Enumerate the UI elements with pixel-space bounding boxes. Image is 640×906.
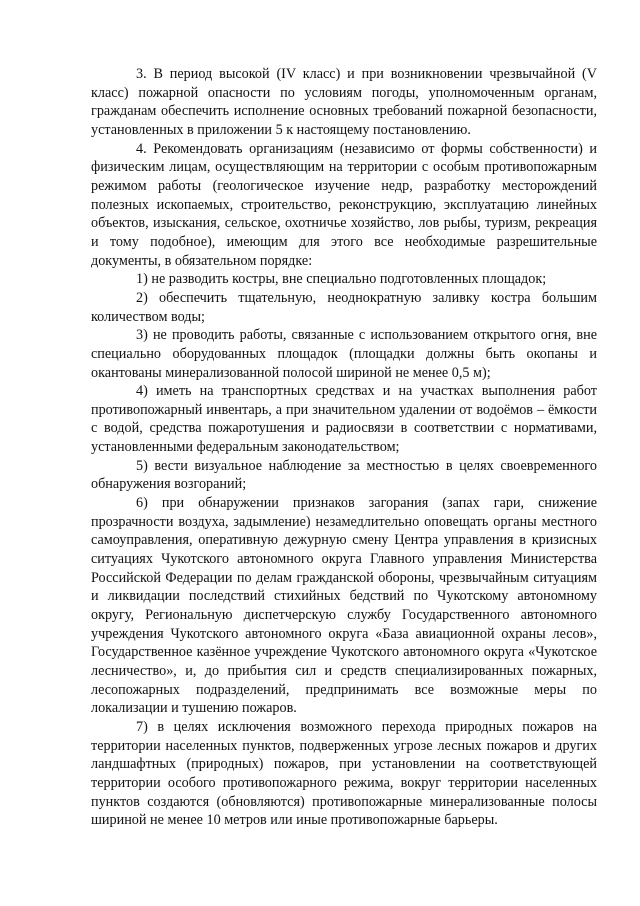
list-item-5: 5) вести визуальное наблюдение за местностью в целях своевременного обнаружения возгораний; bbox=[91, 457, 597, 493]
list-item-7: 7) в целях исключения возможного перехода природных пожаров на территории населенных пунктов, подверженных угрозе лесных пожаров и других ландшафтных (природных) пожаров, при установлении на соответствующей территории особого противопожарного режима, вокруг территории населенных пунктов создаются (обновляются) противопожарные минерализованные полосы шириной не менее 10 метров или иные противопожарные барьеры. bbox=[91, 718, 597, 829]
paragraph-clause-3: 3. В период высокой (IV класс) и при возникновении чрезвычайной (V класс) пожарной опасности по условиям погоды, уполномоченным органам, гражданам обеспечить исполнение основных требований пожарной безопасности, установленных в приложении 5 к настоящему постановлению. bbox=[91, 66, 597, 138]
paragraph-clause-4: 4. Рекомендовать организациям (независимо от формы собственности) и физическим лицам, осуществляющим на территории с особым противопожарным режимом работы (геологическое изучение недр, разработку месторождений полезных ископаемых, строительство, реконструкцию, эксплуатацию линейных объектов, изыскания, сельское, охотничье хозяйство, лов рыбы, туризм, рекреация и тому подобное), имеющим для этого все необходимые разрешительные документы, в обязательном порядке: bbox=[91, 140, 597, 269]
list-item-6: 6) при обнаружении признаков загорания (запах гари, снижение прозрачности воздуха, задымление) незамедлительно оповещать органы местного самоуправления, оперативную дежурную смену Центра управления в кризисных ситуациях Чукотского автономного округа Главного управления Министерства Российской Федерации по делам гражданской обороны, чрезвычайным ситуациям и ликвидации последствий стихийных бедствий по Чукотскому автономному округу, Региональную диспетчерскую службу Государственного автономного учреждения Чукотского автономного округа «База авиационной охраны лесов», Государственное казённое учреждение Чукотского автономного округа «Чукотское лесничество», и, до прибытия сил и средств специализированных пожарных, лесопожарных подразделений, предпринимать все возможные меры по локализации и тушению пожаров. bbox=[91, 495, 597, 717]
document-page bbox=[91, 65, 597, 830]
list-item-3: 3) не проводить работы, связанные с использованием открытого огня, вне специально оборудованных площадок (площадки должны быть окопаны и окантованы минерализованной полосой шириной не менее 0,5 м); bbox=[91, 327, 597, 381]
list-item-1: 1) не разводить костры, вне специально подготовленных площадок; bbox=[136, 271, 547, 288]
list-item-4: 4) иметь на транспортных средствах и на участках выполнения работ противопожарный инвентарь, а при значительном удалении от водоёмов – ёмкости с водой, средства пожаротушения и радиосвязи в соответствии с нормативами, установленными федеральным законодательством; bbox=[91, 383, 597, 456]
list-item-2: 2) обеспечить тщательную, неоднократную заливку костра большим количеством воды; bbox=[91, 289, 597, 325]
